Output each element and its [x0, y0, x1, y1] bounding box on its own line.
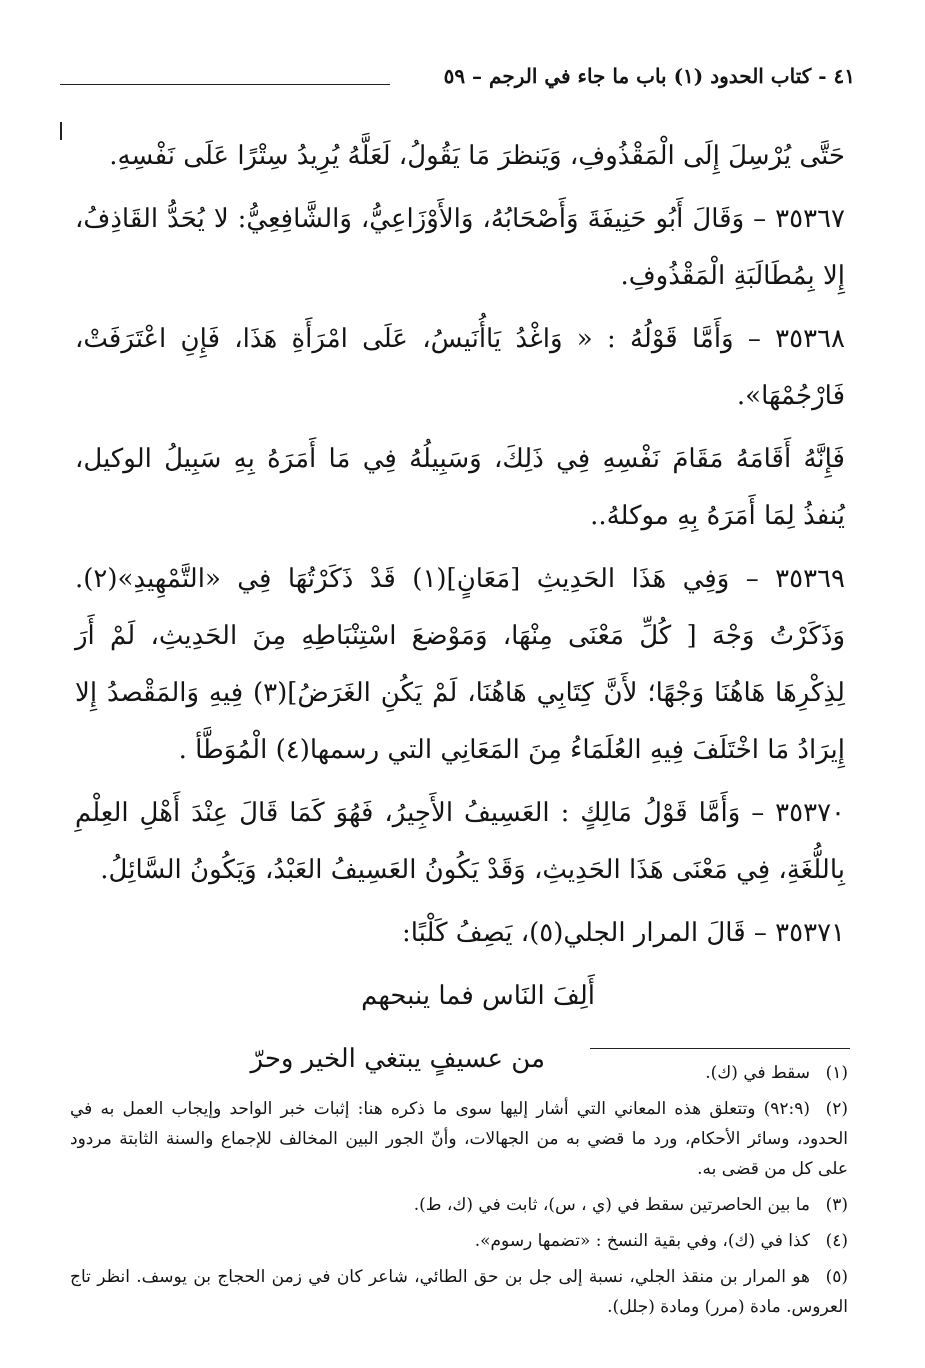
footnote-item — [70, 1094, 848, 1184]
footnote-text: كذا في (ك)، وفي بقية النسخ : «تضمها رسوم». — [474, 1231, 810, 1251]
footnote-number: (٢) — [825, 1099, 848, 1119]
main-text — [75, 128, 845, 1088]
header-rule — [60, 84, 390, 85]
footnote-item — [70, 1058, 848, 1088]
page-header — [60, 60, 855, 100]
running-head: ٤١ - كتاب الحدود (١) باب ما جاء في الرجم – ٥٩ — [443, 64, 855, 88]
paragraph: فَإِنَّهُ أَقَامَهُ مَقَامَ نَفْسِهِ فِي ذَلِكَ، وَسَبِيلُهُ فِي مَا أَمَرَهُ بِهِ سَبِيلُ الوكيل، يُنفذُ لِمَا أَمَرَهُ بِهِ موكلهُ.. — [75, 444, 845, 531]
paragraph-35367: ٣٥٣٦٧ – وَقَالَ أَبُو حَنِيفَةَ وَأَصْحَابُهُ، وَالأَوْزَاعِيُّ، وَالشَّافِعِيُّ: لا يُحَدُّ القَاذِفُ، إِلا بِمُطَالَبَةِ الْمَقْذُوفِ. — [75, 204, 845, 291]
footnote-item — [70, 1262, 848, 1322]
footnote-number: (٥) — [825, 1267, 848, 1287]
footnotes — [70, 1058, 848, 1328]
footnote-text: (٩٢:٩) وتتعلق هذه المعاني التي أشار إليها سوى ما ذكره هنا: إثبات خبر الواحد وإيجاب العمل به في الحدود، وسائر الأحكام، ورد ما قضي به من الجهالات، وأنّ الجور البين المخالف للإجماع والسنة الثابتة مردود على كل من قضى به. — [70, 1099, 848, 1179]
paragraph-35368: ٣٥٣٦٨ – وَأَمَّا قَوْلُهُ : « وَاغْدُ يَاأُنَيسُ، عَلَى امْرَأَةِ هَذَا، فَإِنِ اعْتَرَفَتْ، فَارْجُمْهَا». — [75, 324, 845, 411]
footnote-text: ما بين الحاصرتين سقط في (ي ، س)، ثابت في (ك، ط). — [413, 1195, 810, 1215]
footnote-number: (١) — [825, 1063, 848, 1083]
footnote-text: سقط في (ك). — [705, 1063, 810, 1083]
paragraph-35371: ٣٥٣٧١ – قَالَ المرار الجلي(٥)، يَصِفُ كَلْبًا: — [401, 918, 845, 948]
footnote-rule — [590, 1048, 850, 1049]
footnote-item — [70, 1190, 848, 1220]
footnote-number: (٤) — [825, 1231, 848, 1251]
footnote-number: (٣) — [825, 1195, 848, 1215]
verse-line-1: أَلِفَ النَاس فما ينبحهم — [361, 981, 595, 1011]
paragraph: حَتَّى يُرْسِلَ إِلَى الْمَقْذُوفِ، وَيَنظرَ مَا يَقُولُ، لَعَلَّهُ يُرِيدُ سِتْرًا عَلَى نَفْسِهِ. — [109, 141, 845, 171]
footnote-item — [70, 1226, 848, 1256]
footnote-text: هو المرار بن منقذ الجلي، نسبة إلى جل بن حق الطائي، شاعر كان في زمن الحجاج بن يوسف. انظر تاج العروس. مادة (مرر) ومادة (جلل). — [70, 1267, 848, 1317]
paragraph-35370: ٣٥٣٧٠ – وَأَمَّا قَوْلُ مَالِكٍ : العَسِيفُ الأَجِيرُ، فَهُوَ كَمَا قَالَ عِنْدَ أَهْلِ العِلْمِ بِاللُّغَةِ، فِي مَعْنَى هَذَا الحَدِيثِ، وَقَدْ يَكُونُ العَسِيفُ العَبْدُ، وَيَكُونُ السَّائِلُ. — [75, 798, 845, 885]
margin-mark — [60, 122, 62, 140]
verse-line-2: من عسيفٍ يبتغي الخير وحرّ — [250, 1044, 545, 1074]
paragraph-35369: ٣٥٣٦٩ – وَفِي هَذَا الحَدِيثِ [مَعَانٍ](١) قَدْ ذَكَرْتُهَا فِي «التَّمْهِيدِ»(٢). وَذَكَرْتُ وَجْهَ [ كُلِّ مَعْنَى مِنْهَا، وَمَوْضعَ اسْتِنْبَاطِهِ مِنَ الحَدِيثِ، لَمْ أَرَ لِذِكْرِهَا هَاهُنَا وَجْهًا؛ لأَنَّ كِتَابِي هَاهُنَا، لَمْ يَكُنِ الغَرَضُ](٣) فِيهِ وَالمَقْصدُ إِلا إِيرَادُ مَا اخْتَلَفَ فِيهِ العُلَمَاءُ مِنَ المَعَانِي التي رسمها(٤) الْمُوَطَّأ . — [75, 564, 845, 765]
